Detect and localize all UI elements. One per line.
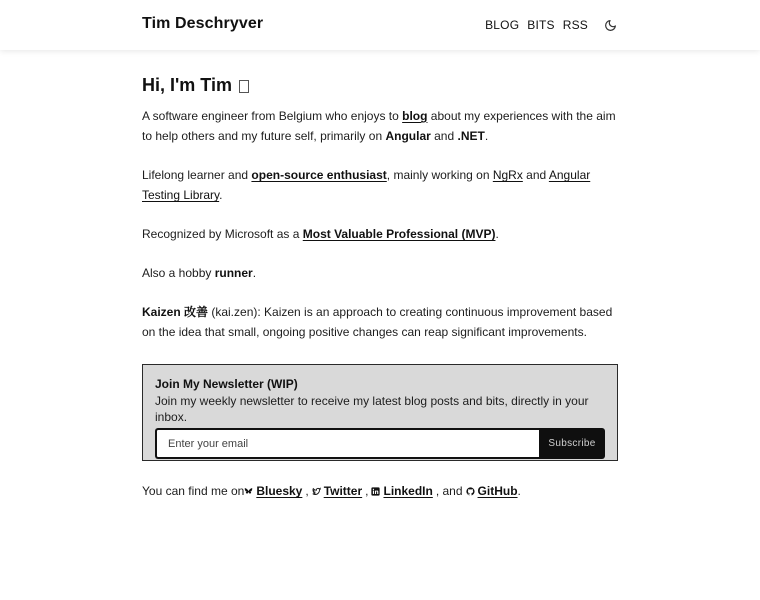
github-icon — [466, 487, 475, 496]
page-title — [142, 74, 618, 96]
twitter-label: Twitter — [323, 484, 363, 498]
linkedin-icon — [371, 487, 380, 496]
linkedin-label: LinkedIn — [383, 484, 433, 498]
mvp-link[interactable]: Most Valuable Professional (MVP) — [302, 227, 496, 241]
intro-text: and — [430, 129, 458, 143]
email-input[interactable] — [155, 428, 539, 459]
mvp-text: Recognized by Microsoft as a — [142, 227, 303, 241]
github-link[interactable] — [466, 483, 518, 499]
butterfly-icon — [244, 487, 253, 496]
blog-link[interactable]: blog — [402, 109, 428, 123]
separator: , and — [435, 484, 463, 498]
newsletter-title: Join My Newsletter (WIP) — [155, 377, 298, 391]
angular-text: Angular — [385, 129, 431, 143]
oss-text: . — [219, 188, 223, 202]
angular-testing-library-link[interactable]: Angular Testing Library — [142, 168, 591, 202]
intro-text: about my experiences with the aim to help others and my future self, primarily on — [142, 109, 616, 143]
mvp-text: . — [495, 227, 499, 241]
subscribe-button[interactable]: Subscribe — [539, 428, 605, 459]
oss-text: Lifelong learner and — [142, 168, 252, 182]
newsletter-description: Join my weekly newsletter to receive my latest blog posts and bits, directly in your inbox. — [155, 394, 589, 424]
social-links — [142, 483, 618, 499]
nav-rss-link[interactable]: RSS — [562, 18, 588, 32]
social-lead-text: You can find me on — [142, 484, 245, 498]
bluesky-label: Bluesky — [256, 484, 303, 498]
runner-text: runner — [214, 266, 253, 280]
hobby-text: . — [252, 266, 257, 280]
nav-bits-link[interactable]: BITS — [527, 18, 555, 32]
intro-paragraph — [142, 106, 618, 146]
main-content — [142, 74, 618, 499]
intro-text: . — [484, 129, 489, 143]
waving-hand-icon — [239, 80, 249, 93]
ngrx-link[interactable]: NgRx — [492, 168, 523, 182]
oss-paragraph — [142, 165, 618, 205]
main-nav — [485, 18, 617, 32]
separator: , — [305, 484, 309, 498]
oss-text: and — [522, 168, 549, 182]
newsletter-form — [155, 428, 605, 459]
hobby-text: Also a hobby — [142, 266, 215, 280]
mvp-paragraph — [142, 224, 618, 244]
kaizen-text: (kai.zen): Kaizen is an approach to creating continuous improvement based on the idea that small, ongoing positive changes can reap significant improvements. — [142, 305, 613, 339]
greeting-text: Hi, I'm Tim — [142, 75, 232, 95]
site-title-link[interactable]: Tim Deschryver — [142, 15, 264, 32]
kaizen-term: Kaizen 改善 — [142, 305, 209, 319]
open-source-link[interactable]: open-source enthusiast — [251, 168, 387, 182]
twitter-link[interactable] — [312, 483, 362, 499]
bluesky-link[interactable] — [244, 483, 302, 499]
period: . — [517, 484, 521, 498]
intro-text: A software engineer from Belgium who enjoys to — [142, 109, 403, 123]
kaizen-paragraph — [142, 302, 618, 342]
github-label: GitHub — [477, 484, 518, 498]
bird-icon — [312, 487, 321, 496]
hobby-paragraph — [142, 263, 618, 283]
site-header — [0, 0, 760, 50]
oss-text: , mainly working on — [386, 168, 493, 182]
newsletter-box — [142, 364, 618, 461]
linkedin-link[interactable] — [371, 483, 432, 499]
separator: , — [365, 484, 369, 498]
dotnet-text: .NET — [457, 129, 485, 143]
moon-icon[interactable] — [604, 19, 617, 32]
nav-blog-link[interactable]: BLOG — [485, 18, 520, 32]
